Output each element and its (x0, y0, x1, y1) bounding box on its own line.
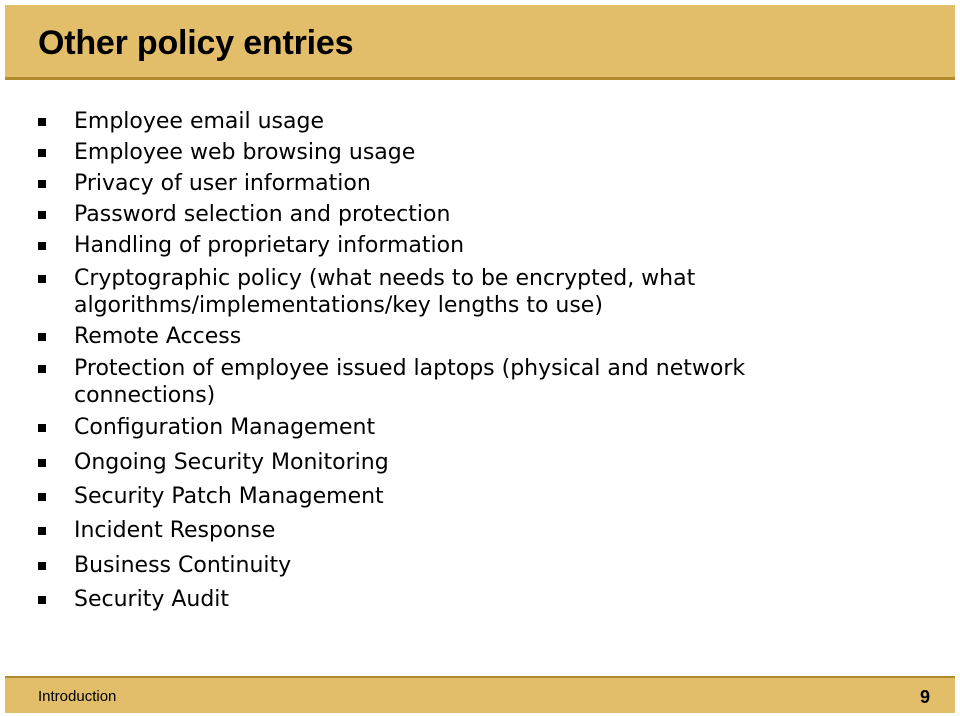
bullet-text: Security Patch Management (74, 484, 384, 509)
bullet-square-icon (38, 596, 46, 604)
bullet-square-icon (38, 562, 46, 570)
bullet-square-icon (38, 424, 46, 432)
bullet-text: Employee email usage (74, 109, 325, 134)
bullet-text: Remote Access (74, 324, 242, 349)
bullet-text: Employee web browsing usage (74, 140, 416, 165)
bullet-square-icon (38, 275, 46, 283)
bullet-square-icon (38, 493, 46, 501)
bullet-text: Incident Response (74, 518, 276, 543)
bullet-text: Privacy of user information (74, 171, 371, 196)
bullet-square-icon (38, 149, 46, 157)
footer-section-label: Introduction (38, 688, 117, 705)
bullet-text: Protection of employee issued laptops (physical and network connections) (74, 356, 746, 408)
bullet-square-icon (38, 365, 46, 373)
page-number: 9 (919, 687, 930, 707)
title-bar (5, 5, 955, 80)
bullet-text: Password selection and protection (74, 202, 451, 227)
bullet-square-icon (38, 242, 46, 250)
bullet-text: Handling of proprietary information (74, 233, 465, 258)
bullet-text: Business Continuity (74, 553, 292, 578)
bullet-square-icon (38, 211, 46, 219)
bullet-text: Cryptographic policy (what needs to be encrypted, what algorithms/implementations/key lengths to use) (74, 266, 696, 318)
bullet-square-icon (38, 118, 46, 126)
bullet-text: Ongoing Security Monitoring (74, 450, 389, 475)
slide-title: Other policy entries (38, 24, 354, 62)
bullet-square-icon (38, 527, 46, 535)
bullet-square-icon (38, 180, 46, 188)
footer-bar (5, 676, 955, 713)
bullet-text: Configuration Management (74, 415, 376, 440)
bullet-square-icon (38, 459, 46, 467)
bullet-square-icon (38, 333, 46, 341)
bullet-text: Security Audit (74, 587, 230, 612)
